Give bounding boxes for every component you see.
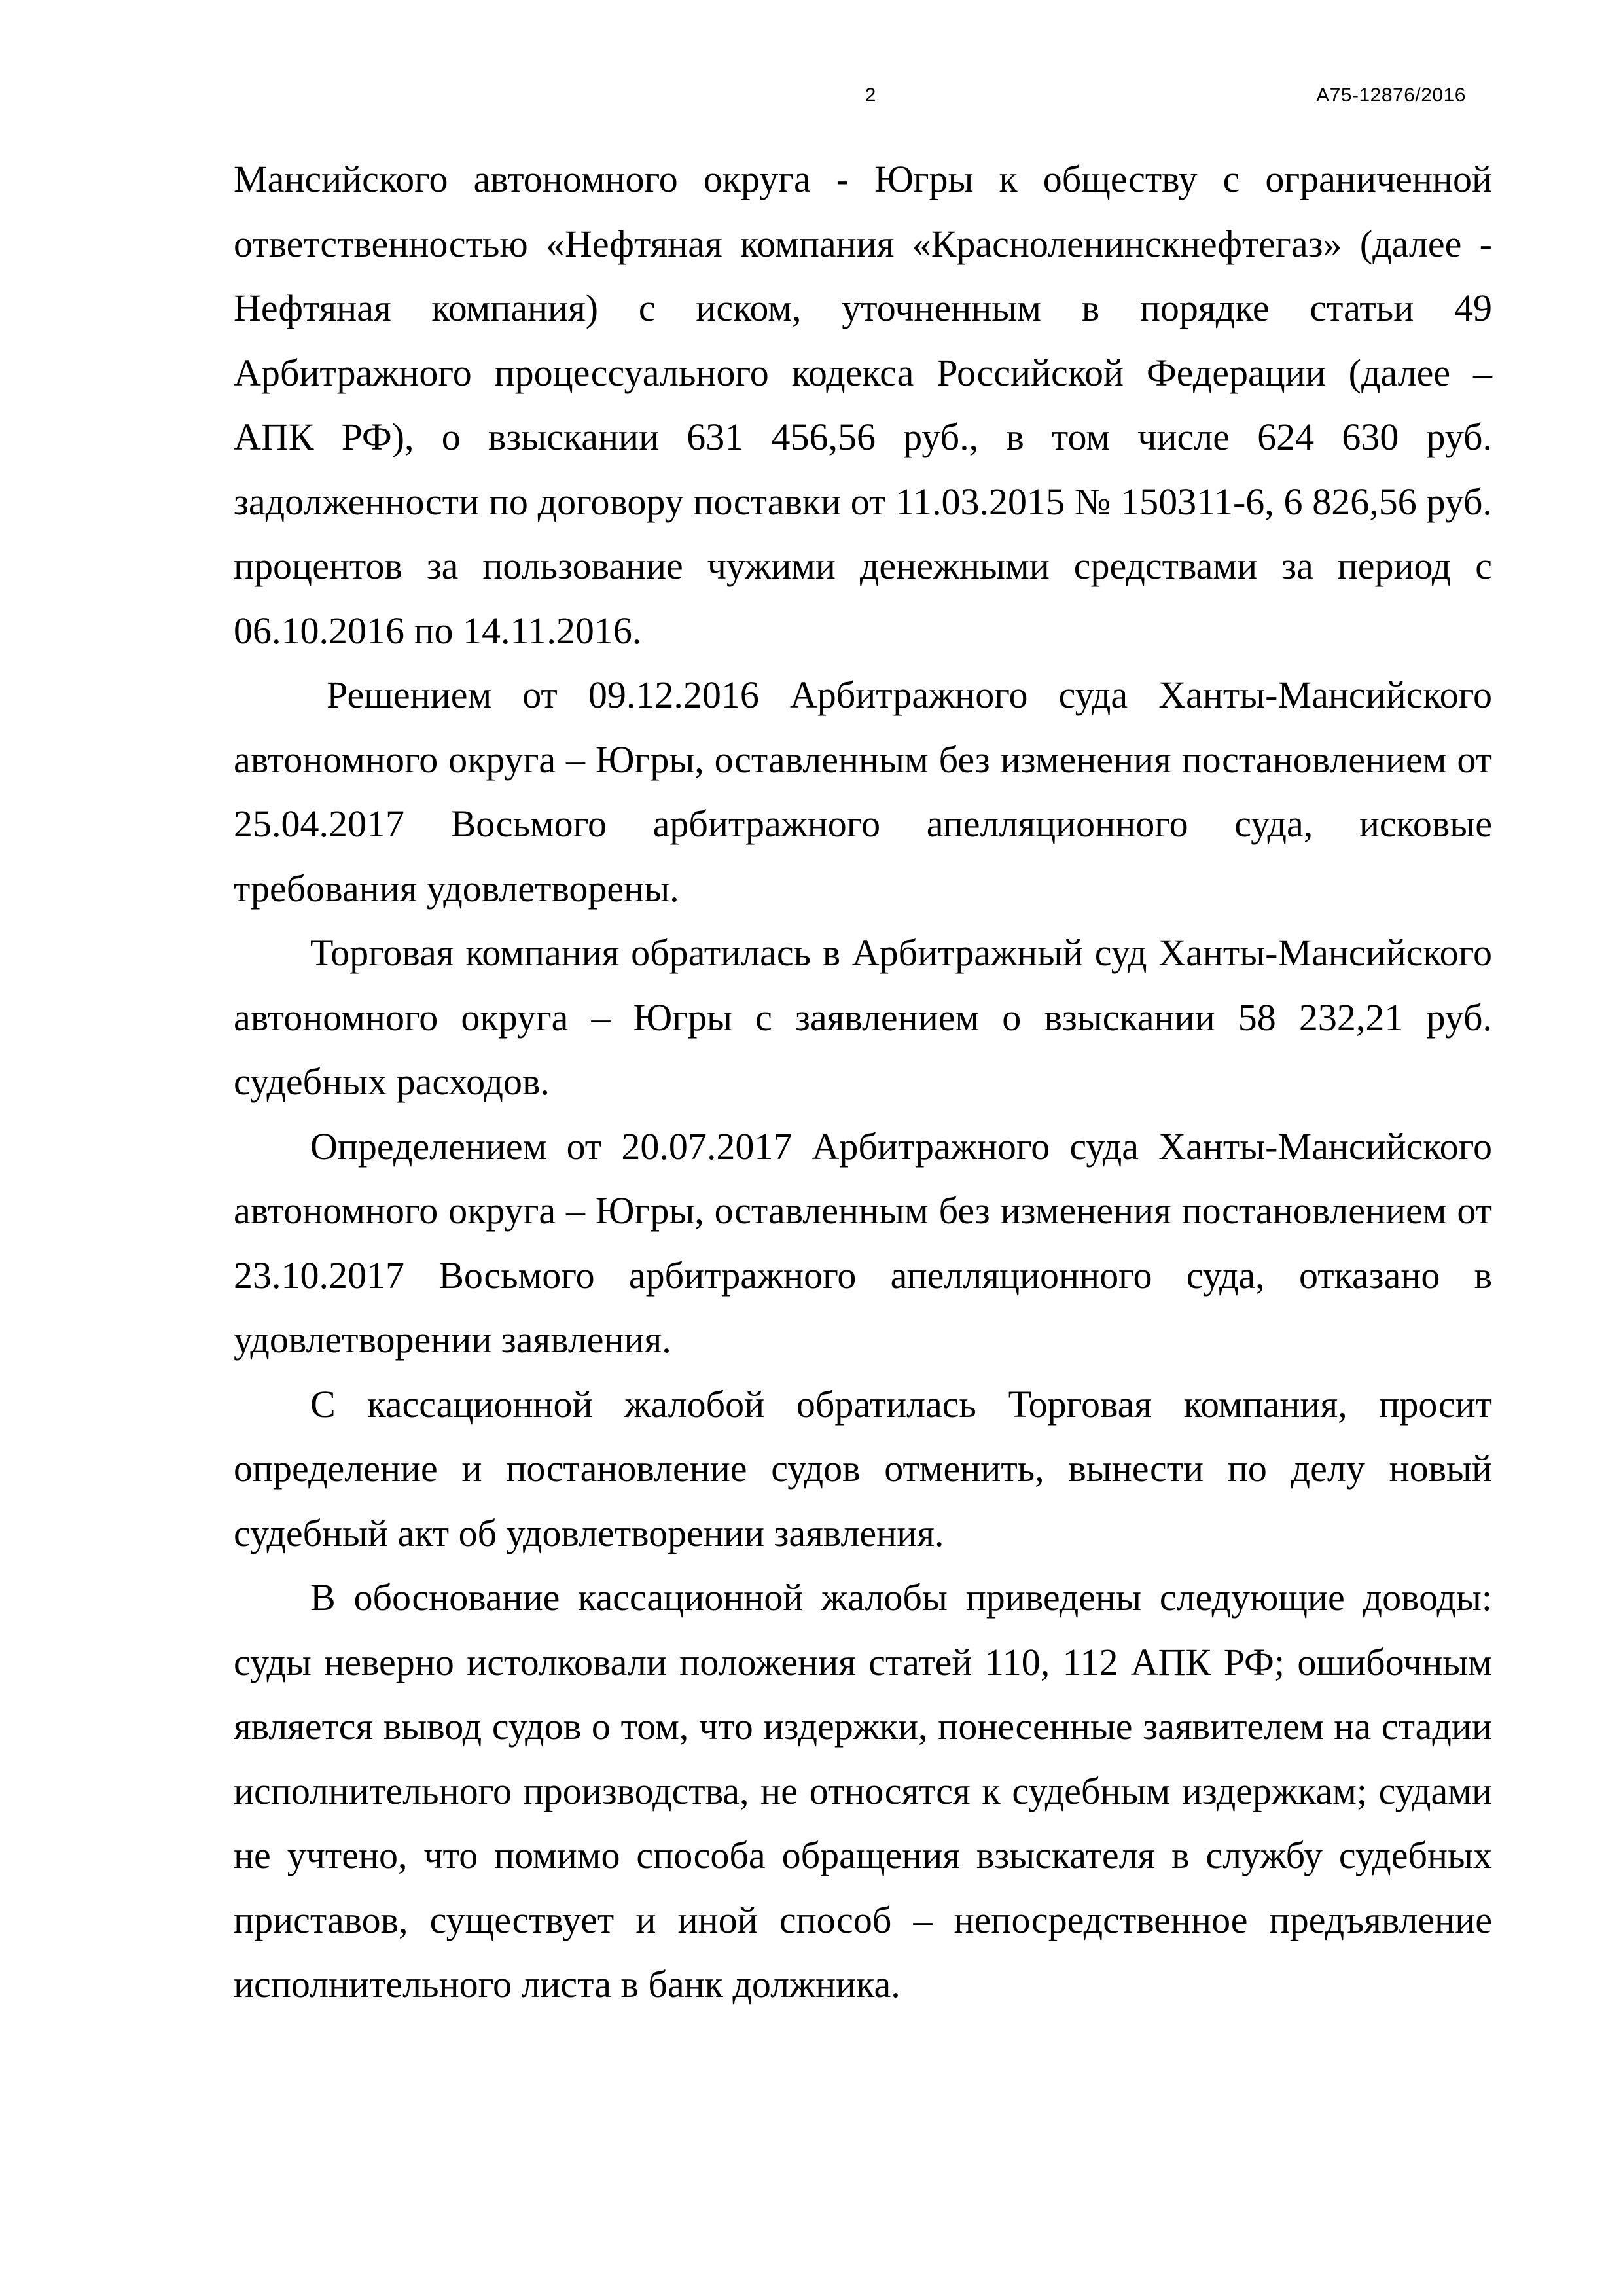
document-body [234, 147, 1492, 2017]
case-number: А75-12876/2016 [1316, 84, 1466, 106]
paragraph-expenses-application: Торговая компания обратилась в Арбитражный суд Ханты-Мансийского автономного округа – Югры с заявлением о взыскании 58 232,21 руб. судебных расходов. [234, 931, 1492, 1103]
paragraph-first-instance-decision: Решением от 09.12.2016 Арбитражного суда Ханты-Мансийского автономного округа – Югры, оставленным без изменения постановлением от 25.04.2017 Восьмого арбитражного апелляционного суда, исковые требования удовлетворены. [234, 673, 1492, 910]
paragraph-cassation-complaint: С кассационной жалобой обратилась Торговая компания, просит определение и постановление судов отменить, вынести по делу новый судебный акт об удовлетворении заявления. [234, 1382, 1492, 1554]
paragraph-claim-continuation: Мансийского автономного округа - Югры к обществу с ограниченной ответственностью «Нефтяная компания «Красноленинскнефтегаз» (далее - Нефтяная компания) с иском, уточненным в порядке статьи 49 Арбитражного процессуального кодекса Российской Федерации (далее – АПК РФ), о взыскании 631 456,56 руб., в том числе 624 630 руб. задолженности по договору поставки от 11.03.2015 № 150311-6, 6 826,56 руб. процентов за пользование чужими денежными средствами за период с 06.10.2016 по 14.11.2016. [234, 158, 1492, 652]
paragraph-ruling-refusal: Определением от 20.07.2017 Арбитражного суда Ханты-Мансийского автономного округа – Югры, оставленным без изменения постановлением от 23.10.2017 Восьмого арбитражного апелляционного суда, отказано в удовлетворении заявления. [234, 1124, 1492, 1361]
page-number: 2 [865, 84, 876, 106]
paragraph-complaint-arguments: В обоснование кассационной жалобы приведены следующие доводы: суды неверно истолковали положения статей 110, 112 АПК РФ; ошибочным является вывод судов о том, что издержки, понесенные заявителем на стадии исполнительного производства, не относятся к судебным издержкам; судами не учтено, что помимо способа обращения взыскателя в службу судебных приставов, существует и иной способ – непосредственное предъявление исполнительного листа в банк должника. [234, 1576, 1492, 2005]
